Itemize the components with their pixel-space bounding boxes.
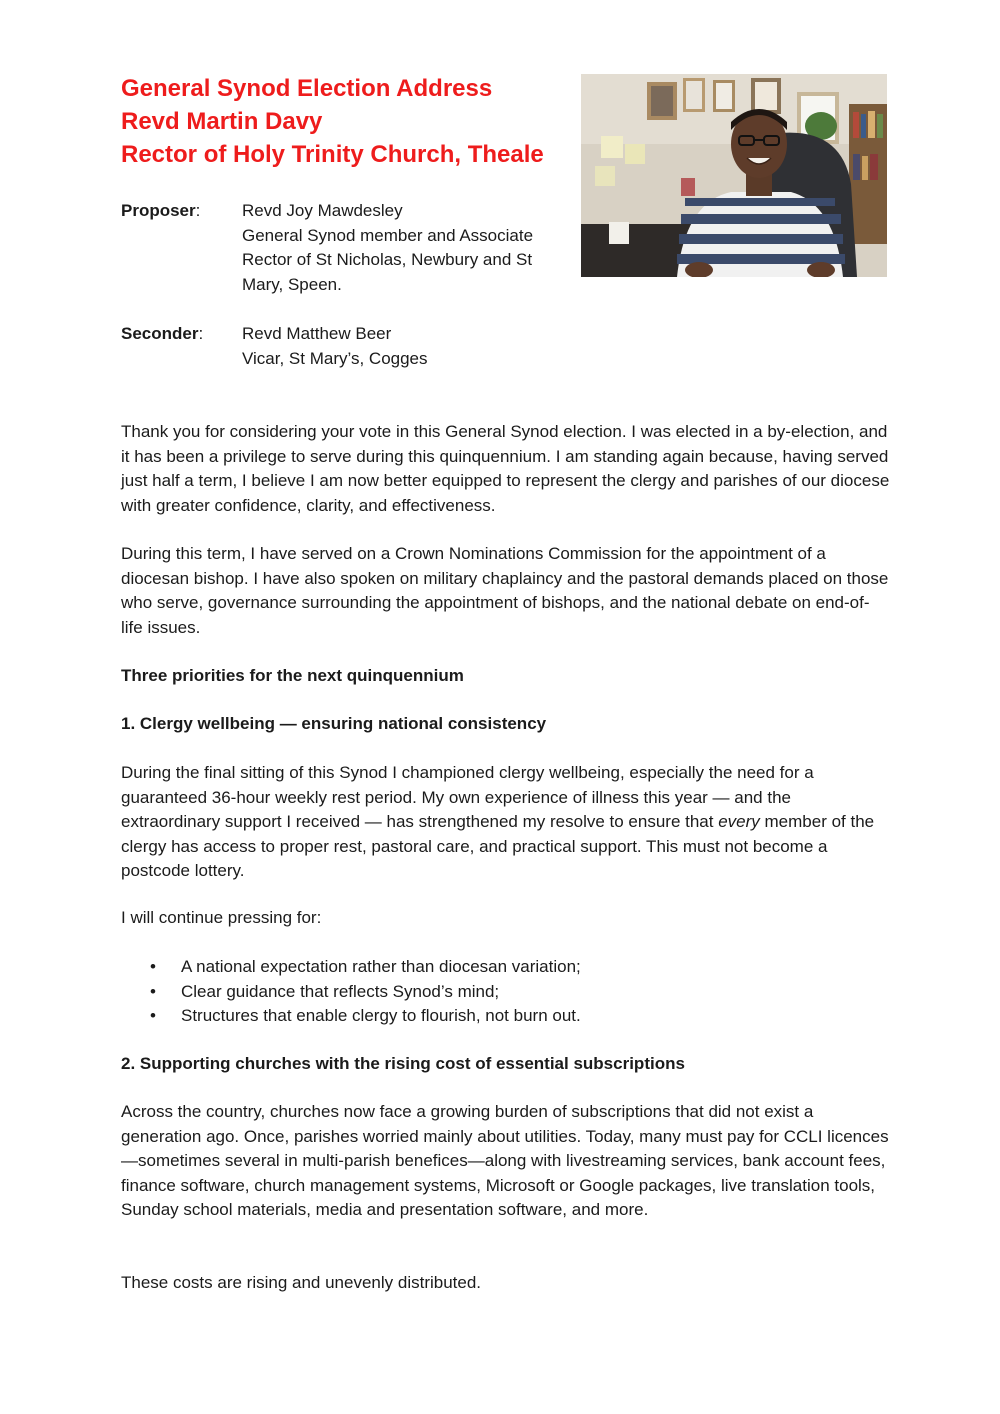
priority-1-paragraph-wrap <box>121 761 891 884</box>
proposer-label-wrap <box>121 199 200 224</box>
bullet-item: • Clear guidance that reflects Synod’s mind; <box>121 980 881 1005</box>
priority-2-close-wrap <box>121 1271 891 1296</box>
seconder-label-wrap <box>121 322 203 347</box>
priority-2-heading-wrap <box>121 1052 891 1077</box>
proposer-name: Revd Joy Mawdesley <box>242 201 403 220</box>
seconder-role: Vicar, St Mary’s, Cogges <box>242 348 428 368</box>
priority-1-heading-wrap <box>121 712 891 737</box>
intro-paragraph-2-wrap <box>121 542 891 640</box>
priority-1-lead-wrap <box>121 906 891 931</box>
priority-2-heading: 2. Supporting churches with the rising cost of essential subscriptions <box>121 1054 685 1073</box>
intro-paragraph-2: During this term, I have served on a Crown Nominations Commission for the appointment of a diocesan bishop. I have also spoken on military chaplaincy and the pastoral demands placed on those who serve, governance surrounding the appointment of bishops, and the national debate on end-of-life issues. <box>121 544 889 637</box>
seconder-details <box>242 322 572 371</box>
proposer-colon: : <box>195 201 201 220</box>
priority-1-text-a: During the final sitting of this Synod I championed clergy wellbeing, especially the need for a guaranteed 36-hour weekly rest period. My own experience of illness this year — and the extraordinary support I received — has strengthened my resolve to ensure that <box>121 763 814 831</box>
seconder-label: Seconder <box>121 324 199 343</box>
priority-2-paragraph: Across the country, churches now face a growing burden of subscriptions that did not exist a generation ago. Once, parishes worried mainly about utilities. Today, many must pay for CCLI licences—sometimes several in multi-parish benefices—along with livestreaming services, bank account fees, finance software, church management systems, Microsoft or Google packages, live translation tools, Sunday school materials, media and presentation software, and more. <box>121 1102 889 1219</box>
priority-1-lead: I will continue pressing for: <box>121 908 322 927</box>
seconder-colon: : <box>198 324 204 343</box>
proposer-label: Proposer <box>121 201 196 220</box>
intro-paragraph-1: Thank you for considering your vote in this General Synod election. I was elected in a by-election, and it has been a privilege to serve during this quinquennium. I am standing again because, having served just half a term, I believe I am now better equipped to represent the clergy and parishes of our diocese with greater confidence, clarity, and effectiveness. <box>121 422 890 515</box>
priority-1-paragraph <box>121 761 891 884</box>
priority-1-bullet-list <box>121 955 881 1029</box>
title-line-1: General Synod Election Address <box>121 75 493 102</box>
seconder-block <box>121 322 581 372</box>
title-line-2: Revd Martin Davy <box>121 108 323 135</box>
priority-2-close: These costs are rising and unevenly distributed. <box>121 1273 482 1292</box>
priorities-heading-wrap <box>121 664 891 689</box>
priority-1-heading: 1. Clergy wellbeing — ensuring national consistency <box>121 714 547 733</box>
proposer-block <box>121 199 581 299</box>
priority-1-text-b: member of the clergy has access to proper rest, pastoral care, and practical support. This must not become a postcode lottery. <box>121 812 875 880</box>
priorities-heading: Three priorities for the next quinquennium <box>121 666 464 685</box>
proposer-details <box>242 199 572 297</box>
title-line-3: Rector of Holy Trinity Church, Theale <box>121 141 544 168</box>
bullet-item: • Structures that enable clergy to flourish, not burn out. <box>121 1004 881 1029</box>
priority-1-emphasis: every <box>718 812 760 831</box>
intro-paragraph-1-wrap <box>121 420 891 518</box>
proposer-role: General Synod member and Associate Rector of St Nicholas, Newbury and St Mary, Speen. <box>242 225 534 294</box>
candidate-photo <box>581 74 887 277</box>
priority-2-paragraph-wrap <box>121 1100 891 1223</box>
seconder-name: Revd Matthew Beer <box>242 324 392 343</box>
document-title <box>121 72 581 171</box>
bullet-item: • A national expectation rather than diocesan variation; <box>121 955 881 980</box>
